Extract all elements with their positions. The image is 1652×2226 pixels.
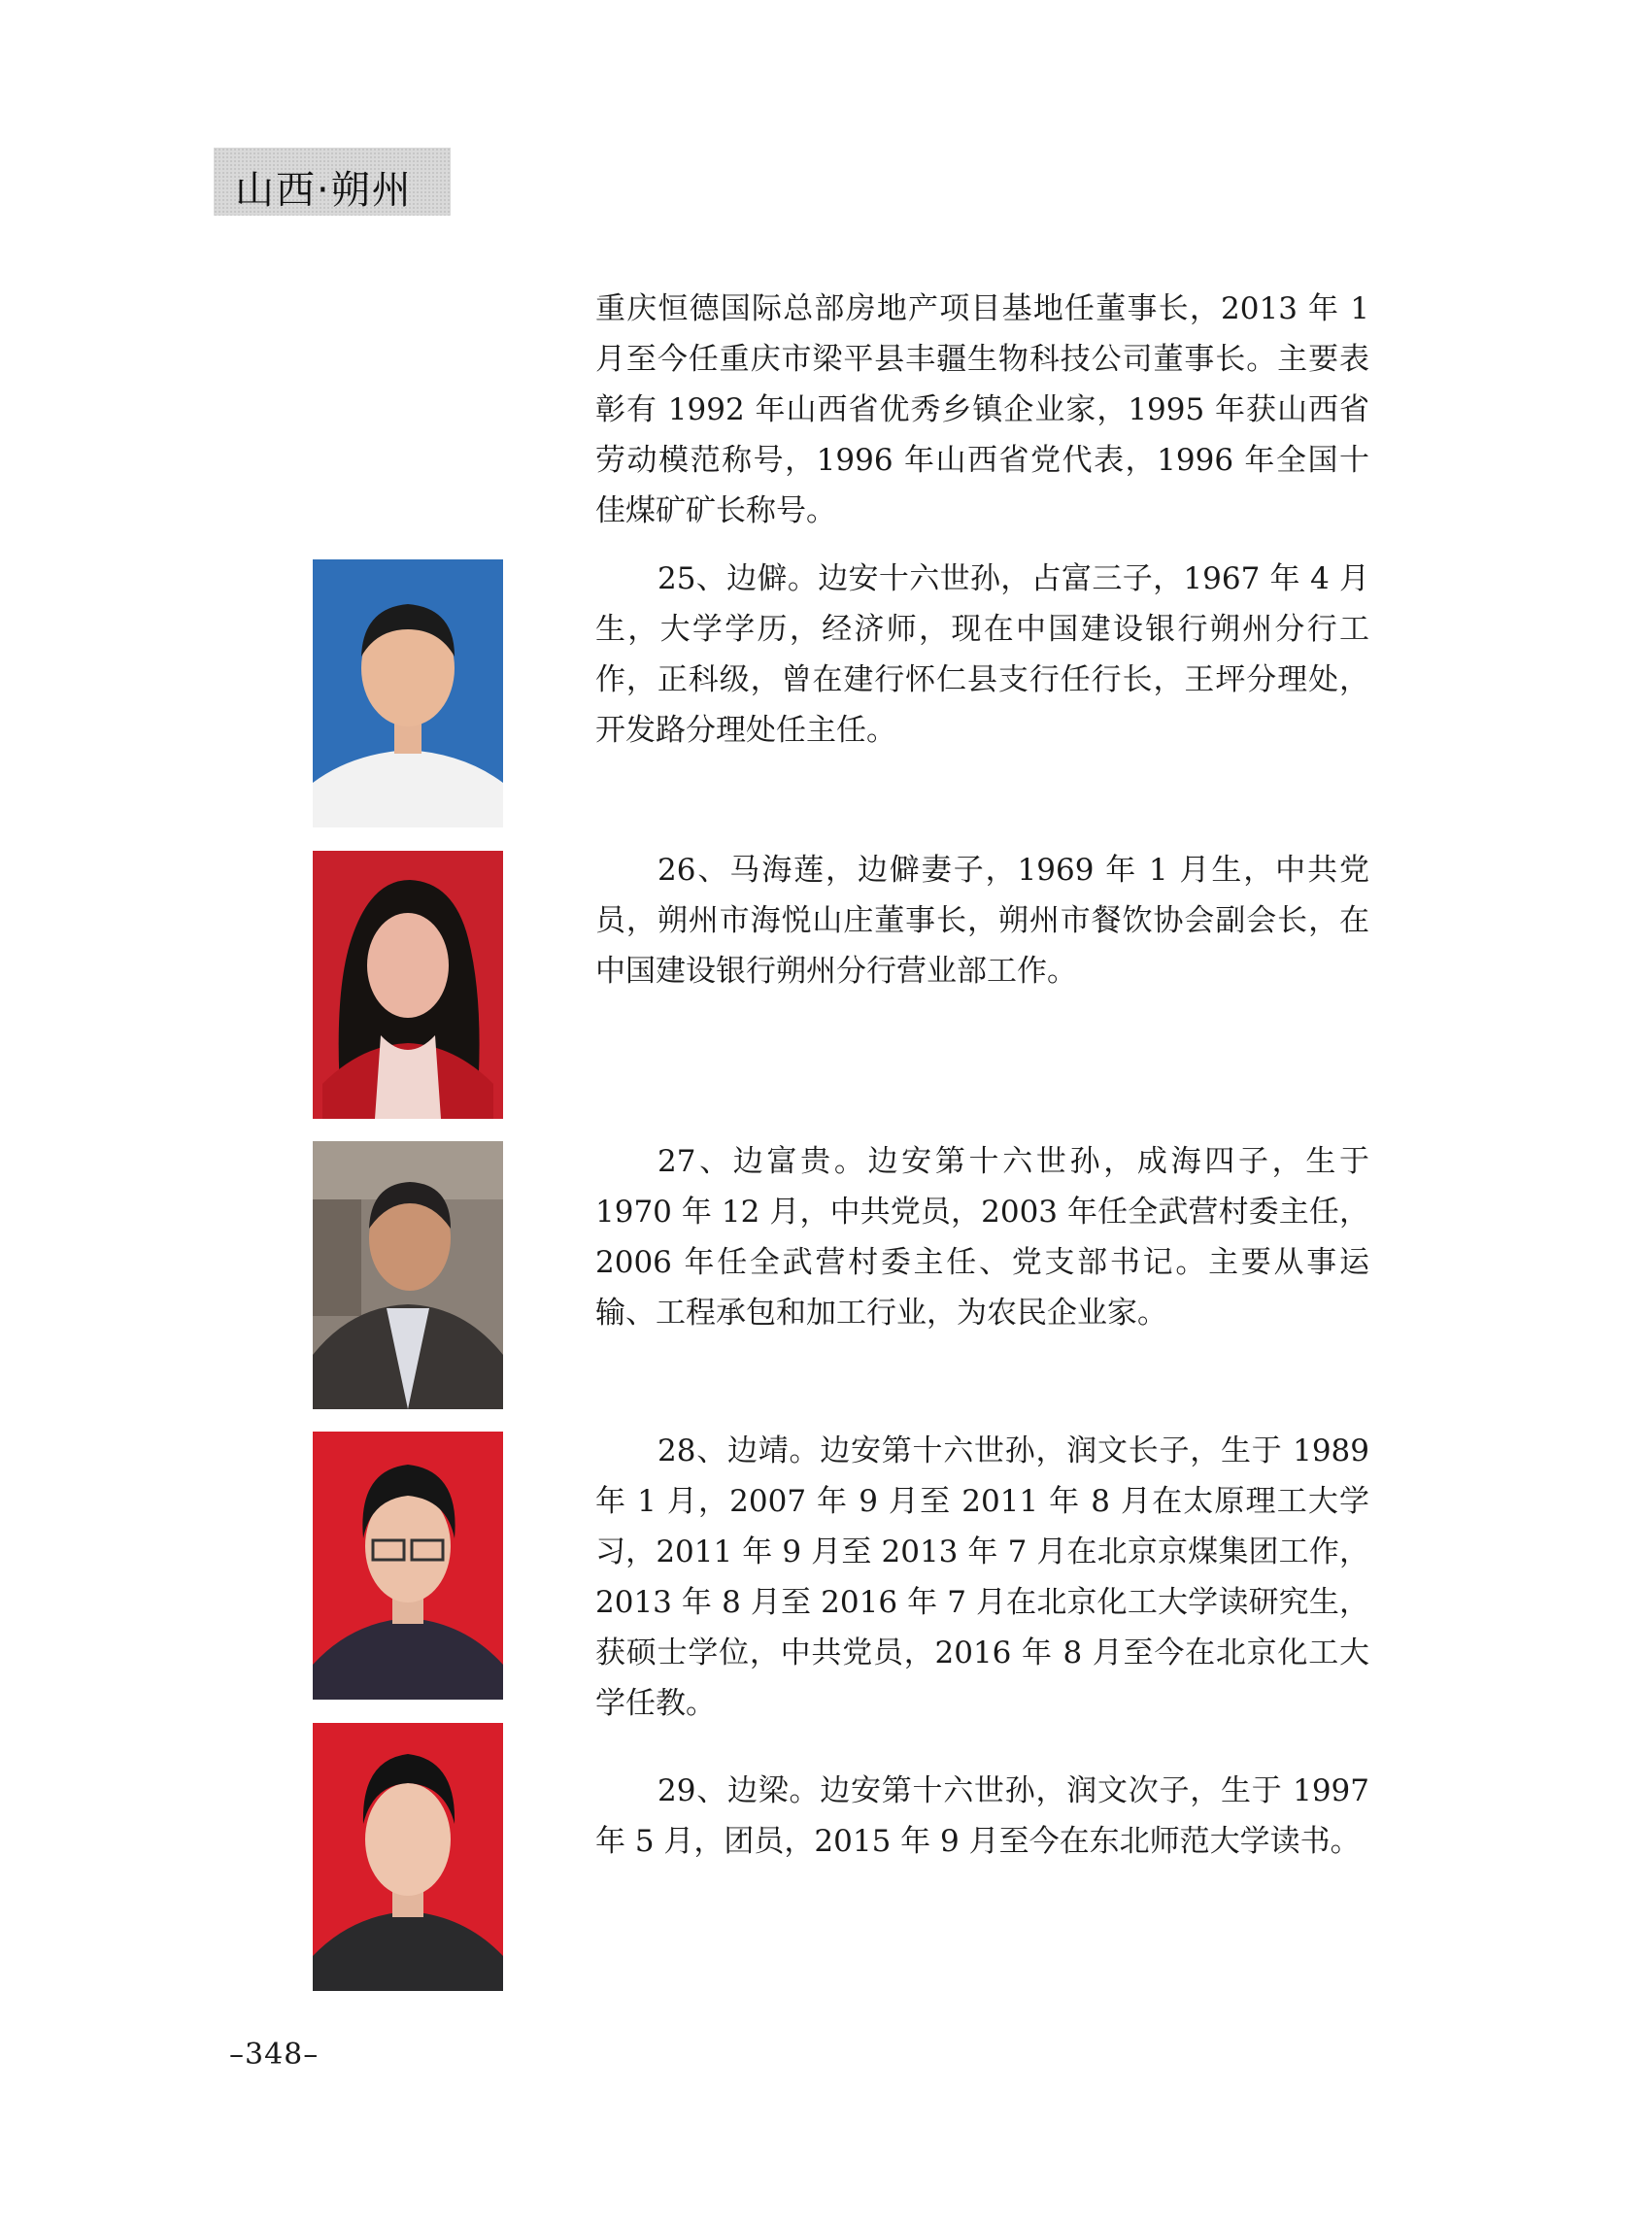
portrait-icon xyxy=(313,851,503,1119)
page-number: –348– xyxy=(229,2038,320,2072)
portrait-photo-25 xyxy=(313,559,503,827)
running-header xyxy=(214,148,451,216)
portrait-icon xyxy=(313,1141,503,1409)
entry-27-text: 27、边富贵。边安第十六世孙，成海四子，生于 1970 年 12 月，中共党员，2003 年任全武营村委主任，2006 年任全武营村委主任、党支部书记。主要从事运输、工程承包和加工行业，为农民企业家。 xyxy=(595,1144,1369,1331)
continuation-paragraph: 重庆恒德国际总部房地产项目基地任董事长，2013 年 1 月至今任重庆市梁平县丰疆生物科技公司董事长。主要表彰有 1992 年山西省优秀乡镇企业家，1995 年获山西省劳动模范称号，1996 年山西省党代表，1996 年全国十佳煤矿矿长称号。 xyxy=(595,291,1369,528)
portrait-photo-27 xyxy=(313,1141,503,1409)
entry-26-text: 26、马海莲，边僻妻子，1969 年 1 月生，中共党员，朔州市海悦山庄董事长，朔州市餐饮协会副会长，在中国建设银行朔州分行营业部工作。 xyxy=(595,853,1369,989)
portrait-icon xyxy=(313,1723,503,1991)
portrait-photo-26 xyxy=(313,851,503,1119)
portrait-icon xyxy=(313,1432,503,1700)
portrait-icon xyxy=(313,559,503,827)
running-header-title: 山西·朔州 xyxy=(235,168,413,213)
portrait-photo-29 xyxy=(313,1723,503,1991)
entry-29-text: 29、边梁。边安第十六世孙，润文次子，生于 1997 年 5 月，团员，2015 年 9 月至今在东北师范大学读书。 xyxy=(595,1773,1369,1859)
portrait-photo-28 xyxy=(313,1432,503,1700)
entry-25-text: 25、边僻。边安十六世孙，占富三子，1967 年 4 月生，大学学历，经济师，现在中国建设银行朔州分行工作，正科级，曾在建行怀仁县支行任行长，王坪分理处，开发路分理处任主任。 xyxy=(595,561,1369,748)
entry-28-text: 28、边靖。边安第十六世孙，润文长子，生于 1989 年 1 月，2007 年 9 月至 2011 年 8 月在太原理工大学习，2011 年 9 月至 2013 年 7 月在北京京煤集团工作，2013 年 8 月至 2016 年 7 月在北京化工大学读研究生，获硕士学位，中共党员，2016 年 8 月至今在北京化工大学任教。 xyxy=(595,1433,1369,1721)
